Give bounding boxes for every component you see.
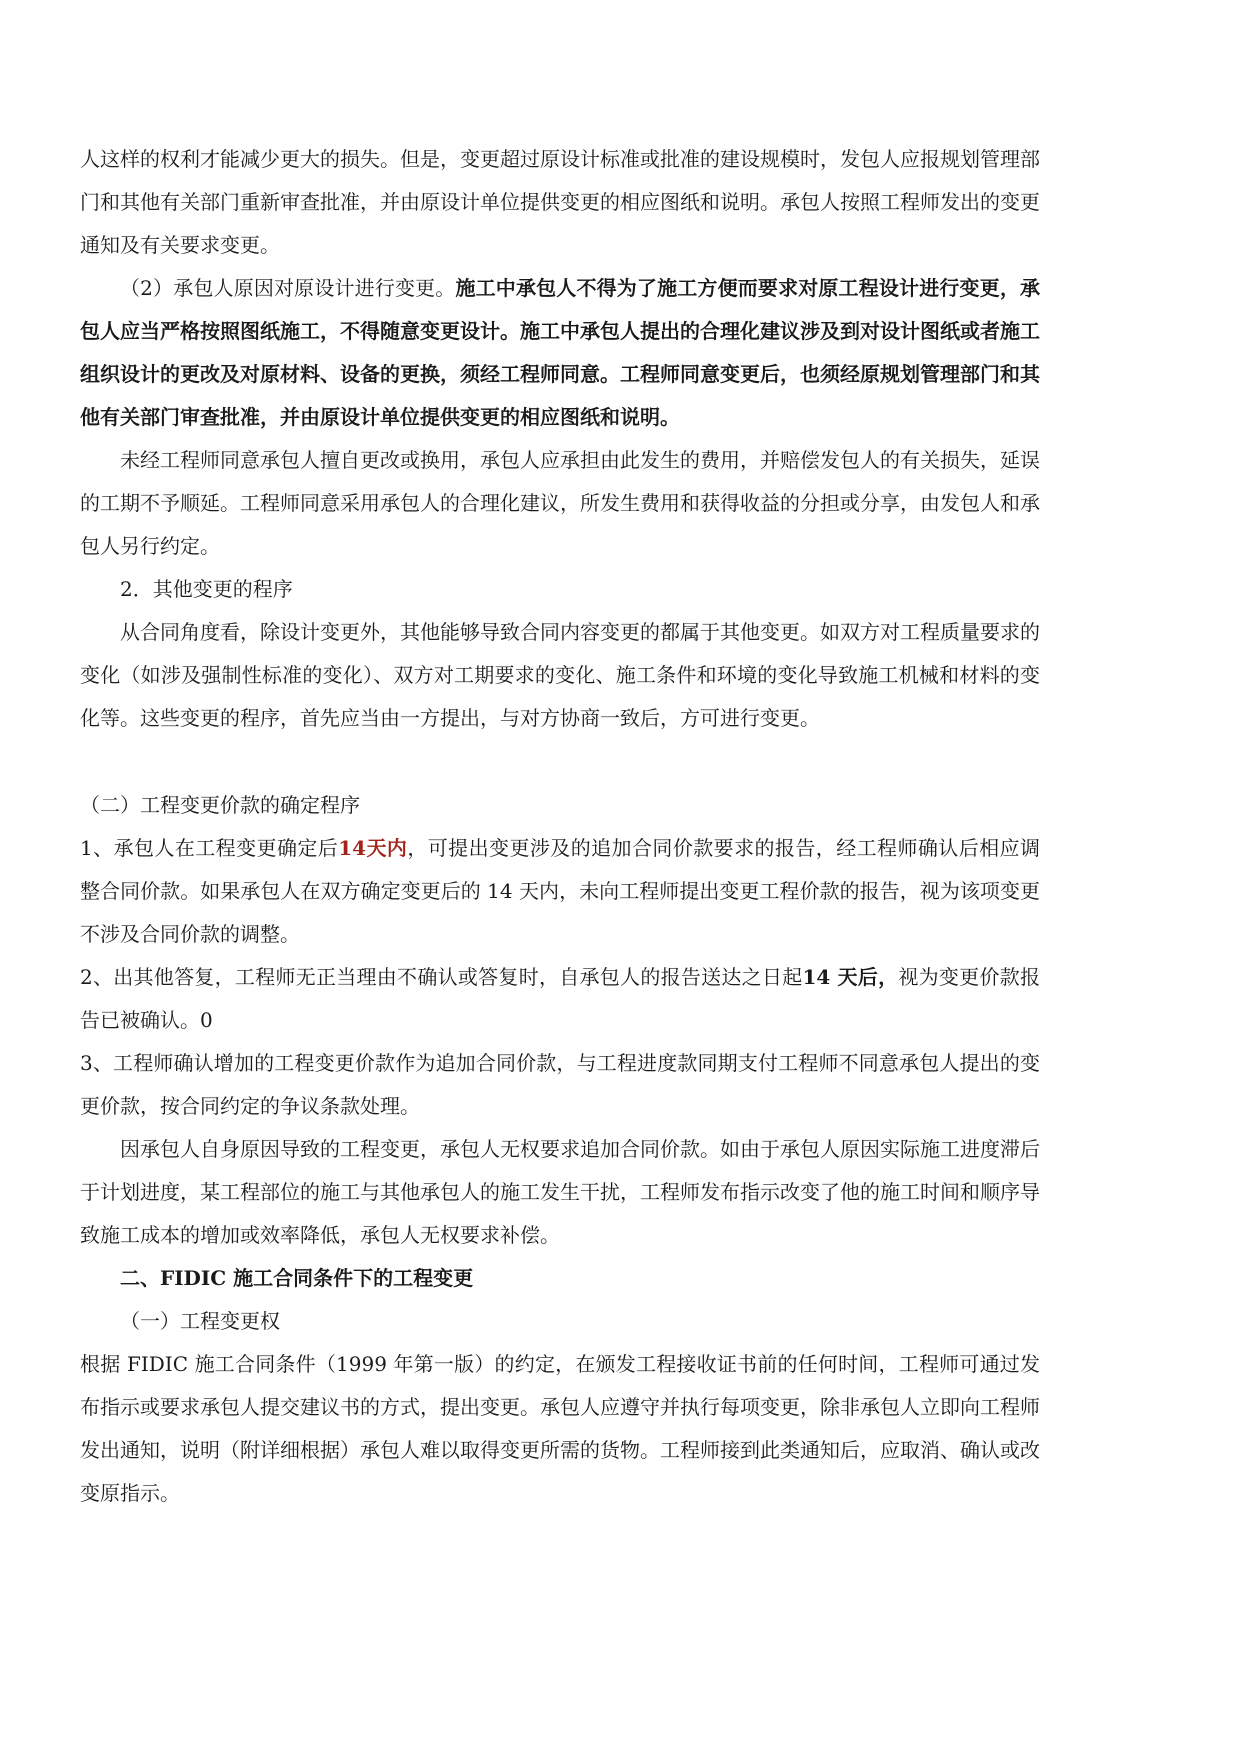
paragraph-other-changes: 从合同角度看，除设计变更外，其他能够导致合同内容变更的都属于其他变更。如双方对工程质量要求的变化（如涉及强制性标准的变化）、双方对工期要求的变化、施工条件和环境的变化导致施工机械和材料的变化等。这些变更的程序，首先应当由一方提出，与对方协商一致后，方可进行变更。 <box>80 620 1040 730</box>
highlight-14-days: 14天内 <box>338 836 408 860</box>
paragraph-contractor-change <box>80 267 1040 439</box>
section-heading-fidic: 二、FIDIC 施工合同条件下的工程变更 <box>120 1266 474 1290</box>
paragraph-lead: （2）承包人原因对原设计进行变更。 <box>120 276 456 300</box>
list-item-2 <box>80 956 1040 1042</box>
list-item-text: 2、出其他答复，工程师无正当理由不确认或答复时，自承包人的报告送达之日起 <box>80 965 803 989</box>
list-item-text: ，可提出变更涉及的追加合同价款要求的报告，经工程师确认后相应调整合同价款。如果承包人在双方确定变更后的 14 天内，未向工程师提出变更工程价款的报告，视为该项变更不涉及合同价款的调整。 <box>80 836 1040 946</box>
paragraph-unauthorized-change: 未经工程师同意承包人擅自更改或换用，承包人应承担由此发生的费用，并赔偿发包人的有关损失，延误的工期不予顺延。工程师同意采用承包人的合理化建议，所发生费用和获得收益的分担或分享，由发包人和承包人另行约定。 <box>80 448 1040 558</box>
list-item-text: 视为变更价款报告已被确认。0 <box>80 965 1041 1032</box>
section-heading-change-right: （一）工程变更权 <box>120 1309 280 1333</box>
paragraph-fidic-change-right: 根据 FIDIC 施工合同条件（1999 年第一版）的约定，在颁发工程接收证书前的任何时间，工程师可通过发布指示或要求承包人提交建议书的方式，提出变更。承包人应遵守并执行每项变更，除非承包人立即向工程师发出通知，说明（附详细根据）承包人难以取得变更所需的货物。工程师接到此类通知后，应取消、确认或改变原指示。 <box>80 1352 1040 1505</box>
paragraph-approval: 人这样的权利才能减少更大的损失。但是，变更超过原设计标准或批准的建设规模时，发包人应报规划管理部门和其他有关部门重新审查批准，并由原设计单位提供变更的相应图纸和说明。承包人按照工程师发出的变更通知及有关要求变更。 <box>80 147 1040 257</box>
paragraph-bold-text: 施工中承包人不得为了施工方便而要求对原工程设计进行变更，承包人应当严格按照图纸施工，不得随意变更设计。施工中承包人提出的合理化建议涉及到对设计图纸或者施工组织设计的更改及对原材料、设备的更换，须经工程师同意。工程师同意变更后，也须经原规划管理部门和其他有关部门审查批准，并由原设计单位提供变更的相应图纸和说明。 <box>80 276 1041 429</box>
bold-14-days: 14 天后， <box>802 965 899 989</box>
section-heading-other-changes: 2．其他变更的程序 <box>120 577 293 601</box>
list-item-3: 3、工程师确认增加的工程变更价款作为追加合同价款，与工程进度款同期支付工程师不同意承包人提出的变更价款，按合同约定的争议条款处理。 <box>80 1051 1040 1118</box>
paragraph-contractor-fault: 因承包人自身原因导致的工程变更，承包人无权要求追加合同价款。如由于承包人原因实际施工进度滞后于计划进度，某工程部位的施工与其他承包人的施工发生干扰，工程师发布指示改变了他的施工时间和顺序导致施工成本的增加或效率降低，承包人无权要求补偿。 <box>80 1137 1040 1247</box>
section-heading-price-procedure: （二）工程变更价款的确定程序 <box>80 793 360 817</box>
list-item-1 <box>80 827 1040 956</box>
list-item-text: 1、承包人在工程变更确定后 <box>80 836 339 860</box>
